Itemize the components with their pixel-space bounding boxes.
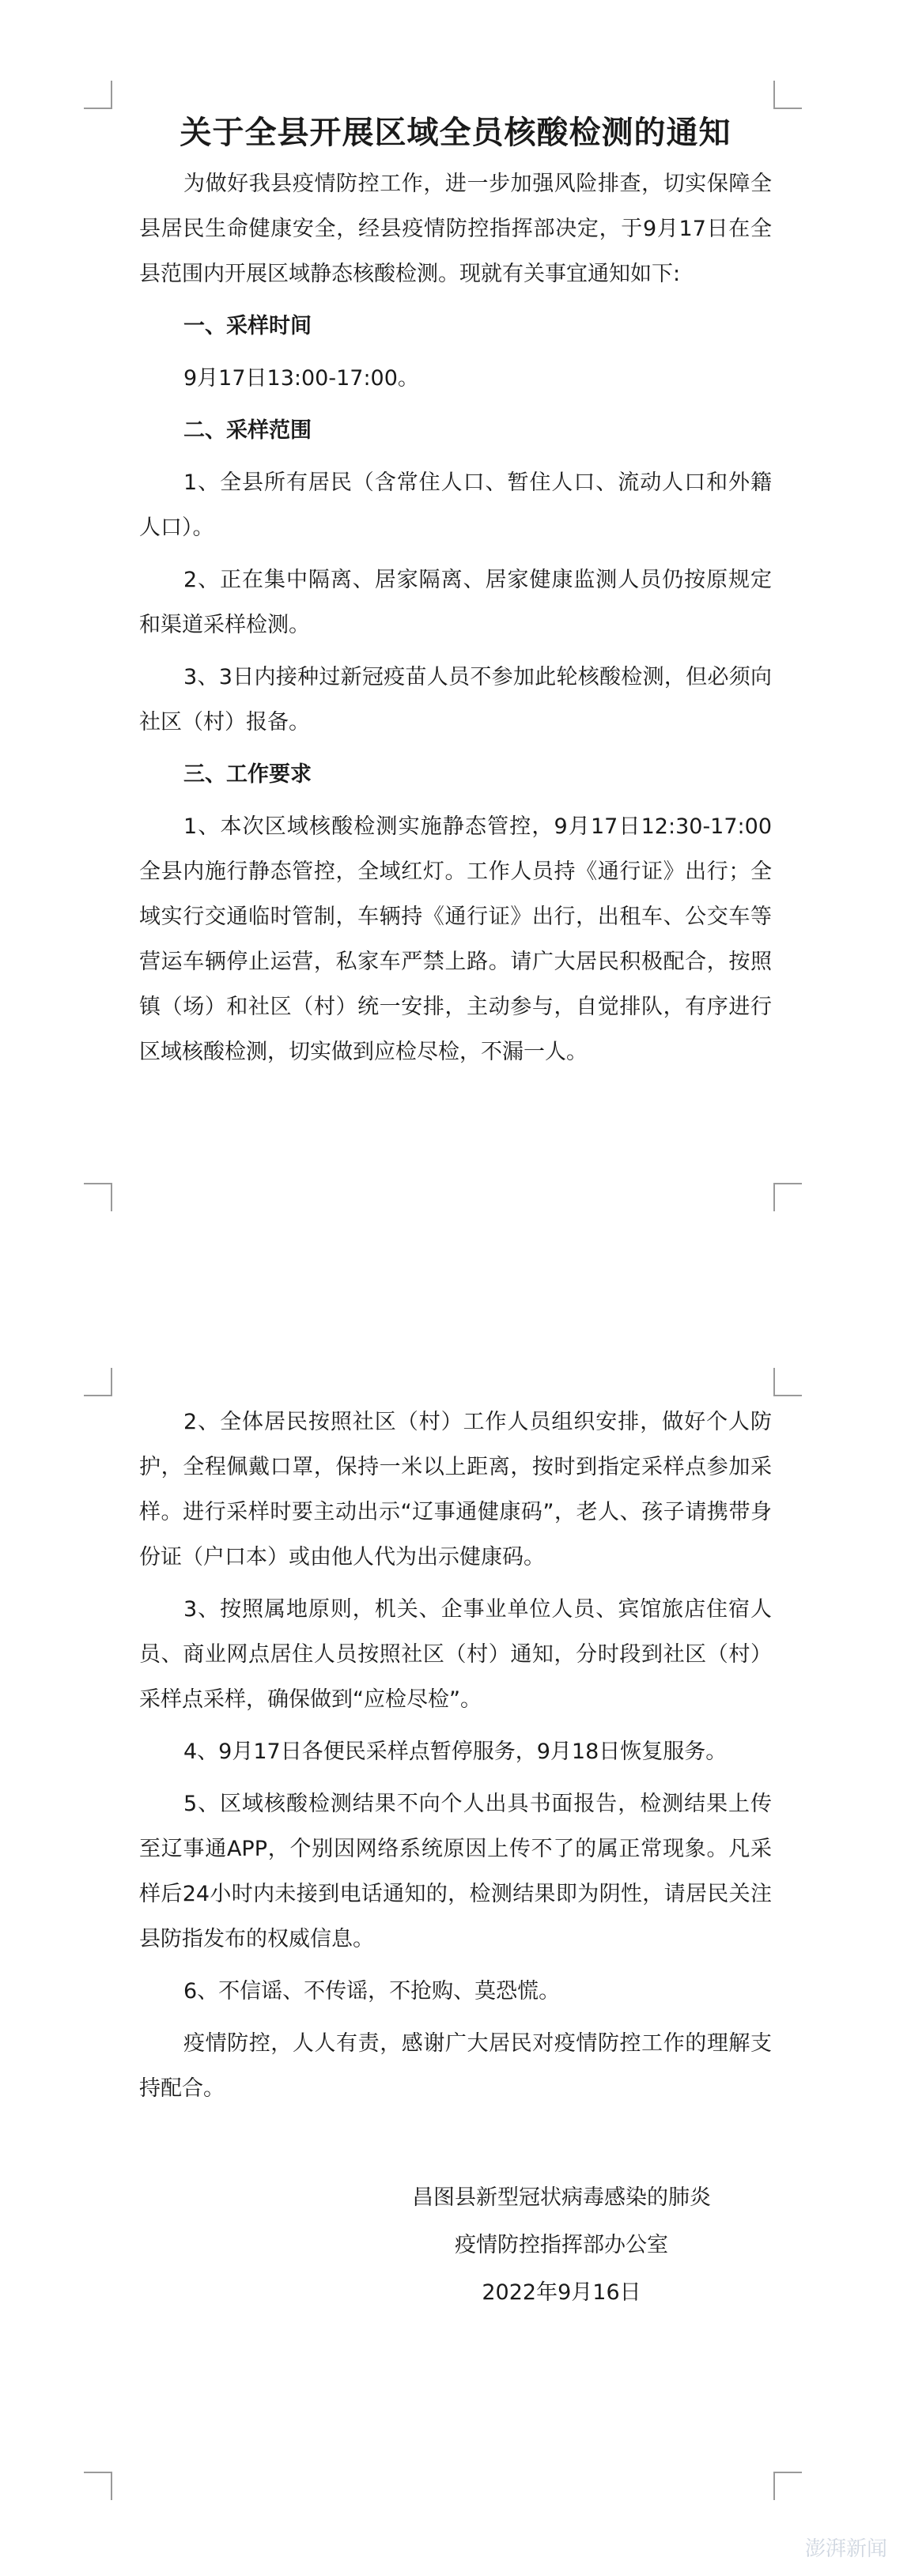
margin-corner-mark (84, 81, 112, 109)
requirement-item: 6、不信谣、不传谣，不抢购、莫恐慌。 (183, 1979, 561, 2004)
page-1-content (139, 109, 772, 1075)
requirement-item: 4、9月17日各便民采样点暂停服务，9月18日恢复服务。 (183, 1739, 728, 1764)
page-2-content (139, 1399, 772, 2111)
watermark-logo: 澎湃新闻 (804, 2537, 887, 2561)
signature-org-line-1: 昌图县新型冠状病毒感染的肺炎 (412, 2185, 711, 2210)
scope-item: 1、全县所有居民（含常住人口、暂住人口、流动人口和外籍人口）。 (139, 470, 772, 540)
requirement-item: 5、区域核酸检测结果不向个人出具书面报告，检测结果上传至辽事通APP，个别因网络系统原因上传不了的属正常现象。凡采样后24小时内未接到电话通知的，检测结果即为阴性，请居民关注县防指发布的权威信息。 (139, 1792, 772, 1951)
requirement-item: 2、全体居民按照社区（村）工作人员组织安排，做好个人防护，全程佩戴口罩，保持一米以上距离，按时到指定采样点参加采样。进行采样时要主动出示“辽事通健康码”，老人、孩子请携带身份证（户口本）或由他人代为出示健康码。 (139, 1410, 772, 1569)
section-heading-scope: 二、采样范围 (183, 418, 312, 443)
page-gap (0, 1249, 911, 1336)
margin-corner-mark (773, 2472, 802, 2500)
signature-date: 2022年9月16日 (482, 2280, 641, 2305)
margin-corner-mark (84, 2472, 112, 2500)
margin-corner-mark (773, 1368, 802, 1396)
scope-item: 3、3日内接种过新冠疫苗人员不参加此轮核酸检测，但必须向社区（村）报备。 (139, 665, 772, 735)
document-page-2 (0, 1336, 911, 2576)
sampling-time-text: 9月17日13:00-17:00。 (183, 366, 419, 391)
section-heading-time: 一、采样时间 (183, 314, 312, 338)
requirement-item: 1、本次区域核酸检测实施静态管控，9月17日12:30-17:00全县内施行静态管控，全域红灯。工作人员持《通行证》出行；全域实行交通临时管制，车辆持《通行证》出行，出租车、公交车等营运车辆停止运营，私家车严禁上路。请广大居民积极配合，按照镇（场）和社区（村）统一安排，主动参与，自觉排队，有序进行区域核酸检测，切实做到应检尽检，不漏一人。 (139, 814, 772, 1064)
document-page-1 (0, 0, 911, 1249)
document-title: 关于全县开展区域全员核酸检测的通知 (180, 115, 731, 151)
requirement-item: 3、按照属地原则，机关、企事业单位人员、宾馆旅店住宿人员、商业网点居住人员按照社区（村）通知，分时段到社区（村）采样点采样，确保做到“应检尽检”。 (139, 1597, 772, 1712)
margin-corner-mark (773, 1183, 802, 1211)
scope-item: 2、正在集中隔离、居家隔离、居家健康监测人员仍按原规定和渠道采样检测。 (139, 568, 772, 637)
intro-paragraph: 为做好我县疫情防控工作，进一步加强风险排查，切实保障全县居民生命健康安全，经县疫情防控指挥部决定，于9月17日在全县范围内开展区域静态核酸检测。现就有关事宜通知如下: (139, 172, 772, 286)
margin-corner-mark (84, 1183, 112, 1211)
signature-org-line-2: 疫情防控指挥部办公室 (455, 2233, 668, 2257)
margin-corner-mark (84, 1368, 112, 1396)
margin-corner-mark (773, 81, 802, 109)
closing-paragraph: 疫情防控，人人有责，感谢广大居民对疫情防控工作的理解支持配合。 (139, 2031, 772, 2101)
section-heading-requirements: 三、工作要求 (183, 762, 312, 787)
